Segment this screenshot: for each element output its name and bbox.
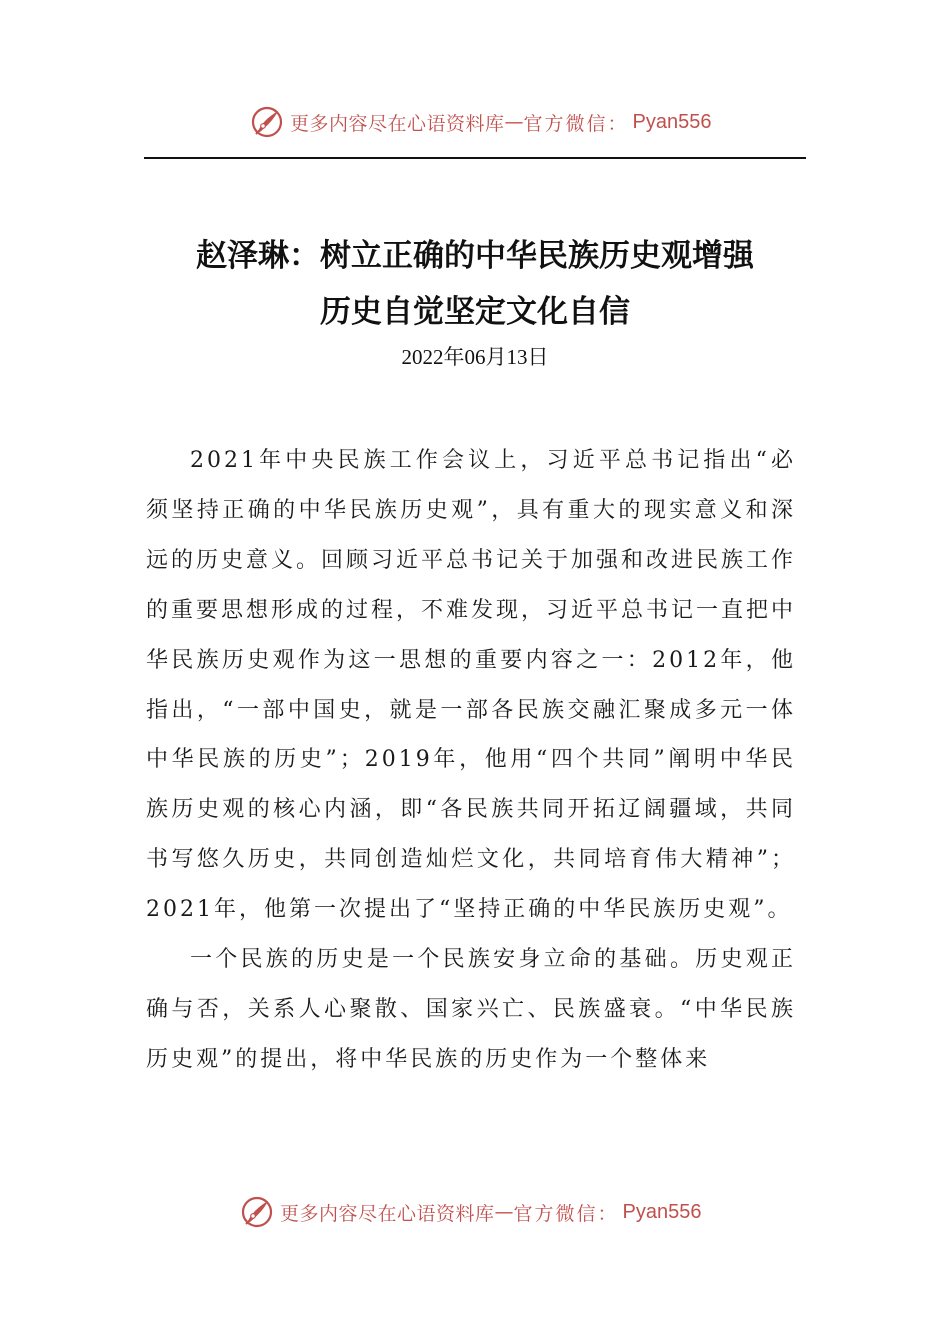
quill-pen-logo-icon <box>250 105 284 139</box>
header-banner-wechat-label: 官方微信： <box>523 112 629 135</box>
article-title <box>144 228 806 340</box>
article-paragraph: 一个民族的历史是一个民族安身立命的基础。历史观正确与否，关系人心聚散、国家兴亡、民族盛衰。“中华民族历史观”的提出，将中华民族的历史作为一个整体来 <box>146 947 796 1072</box>
article-body <box>146 436 796 1085</box>
article-title-line1: 赵泽琳：树立正确的中华民族历史观增强 <box>196 238 754 274</box>
quill-pen-logo-icon <box>240 1195 274 1229</box>
footer-banner-wechat-label: 官方微信： <box>513 1202 619 1225</box>
header-banner-wechat-id: Pyan556 <box>632 110 712 133</box>
article-date: 2022年06月13日 <box>401 345 549 369</box>
footer-banner <box>240 1192 702 1232</box>
header-banner-text: 更多内容尽在心语资料库 <box>290 112 505 135</box>
article-title-line2: 历史自觉坚定文化自信 <box>320 294 630 330</box>
header-banner <box>250 102 712 142</box>
footer-banner-dash: — <box>494 1201 514 1223</box>
header-divider <box>144 157 806 159</box>
footer-banner-text: 更多内容尽在心语资料库 <box>280 1202 495 1225</box>
article-paragraph: 2021年中央民族工作会议上，习近平总书记指出“必须坚持正确的中华民族历史观”，具有重大的现实意义和深远的历史意义。回顾习近平总书记关于加强和改进民族工作的重要思想形成的过程，不难发现，习近平总书记一直把中华民族历史观作为这一思想的重要内容之一：2012年，他指出，“一部中国史，就是一部各民族交融汇聚成多元一体中华民族的历史”；2019年，他用“四个共同”阐明中华民族历史观的核心内涵，即“各民族共同开拓辽阔疆域，共同书写悠久历史，共同创造灿烂文化，共同培育伟大精神”；2021年，他第一次提出了“坚持正确的中华民族历史观”。 <box>146 448 797 923</box>
footer-banner-wechat-id: Pyan556 <box>622 1200 702 1223</box>
header-banner-dash: — <box>504 111 524 133</box>
